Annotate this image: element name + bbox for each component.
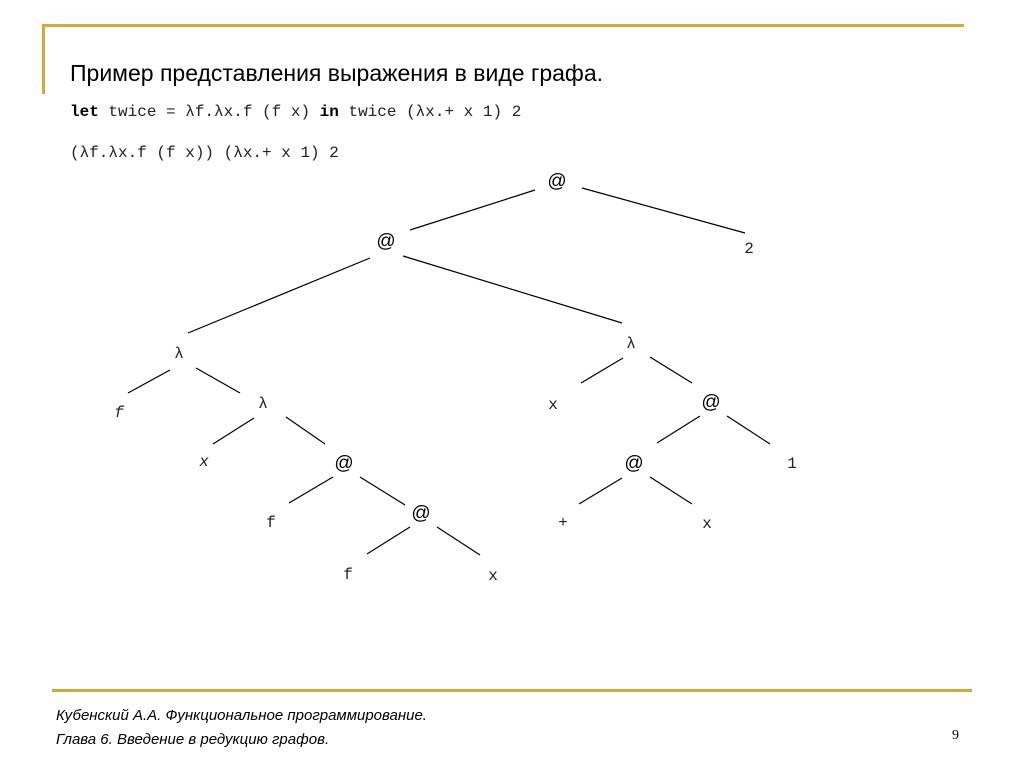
edge-lambdax-bodyapp: [286, 417, 325, 444]
node-right-var-x: x: [548, 396, 558, 414]
edge-lambdaf-lambdax: [196, 368, 240, 393]
edge-innerapp-f: [367, 527, 410, 554]
footer-author: Кубенский А.А. Функциональное программирование.: [56, 707, 427, 724]
footer-chapter: Глава 6. Введение в редукцию графов.: [56, 731, 330, 748]
edge-lambdaright-x: [581, 358, 623, 383]
node-lambda-x: λ: [258, 395, 268, 413]
page-number: 9: [952, 728, 959, 743]
edge-plusapp-plus: [579, 478, 622, 504]
node-arg-two: 2: [744, 240, 754, 258]
node-body-application: @: [334, 453, 354, 474]
edge-bodyapp-innerapp: [360, 477, 405, 505]
node-inner-application: @: [411, 503, 431, 524]
node-right-one: 1: [787, 455, 797, 473]
node-right-application: @: [701, 392, 721, 413]
edge-leftapp-lambdaf: [188, 258, 370, 333]
edge-rightapp-plusapp: [657, 416, 700, 443]
node-left-application: @: [376, 231, 396, 252]
edge-bodyapp-f: [289, 477, 333, 503]
keyword-in: in: [319, 103, 339, 121]
graph-nodes: [114, 171, 797, 585]
edge-lambdax-x: [213, 418, 254, 444]
footer-rule: [52, 689, 972, 692]
graph-edges: [128, 188, 770, 555]
slide-title: Пример представления выражения в виде графа.: [70, 60, 604, 86]
code-lambda-expression: (λf.λx.f (f x)) (λx.+ x 1) 2: [70, 144, 339, 162]
edge-root-leftapp: [410, 190, 535, 230]
keyword-let: let: [70, 103, 99, 121]
node-var-x: x: [199, 453, 209, 471]
node-plus-application: @: [624, 453, 644, 474]
node-inner-f: f: [343, 566, 353, 584]
edge-plusapp-x: [650, 477, 692, 504]
edge-rightapp-one: [727, 416, 770, 444]
edge-lambdaright-rightapp: [650, 357, 692, 383]
edge-innerapp-x: [437, 527, 480, 555]
edge-root-two: [582, 188, 745, 233]
node-lambda-f: λ: [174, 345, 184, 363]
edge-leftapp-lambdaright: [403, 256, 622, 323]
node-lambda-right: λ: [626, 335, 636, 353]
node-var-f: f: [114, 404, 124, 422]
node-plus: +: [558, 514, 568, 532]
node-inner-x: x: [488, 567, 498, 585]
node-plus-x: x: [702, 515, 712, 533]
node-body-f: f: [266, 514, 276, 532]
node-root-application: @: [547, 171, 567, 192]
code-in-body: twice (λx.+ x 1) 2: [338, 103, 522, 121]
edge-lambdaf-f: [128, 370, 170, 393]
code-let-body: twice = λf.λx.f (f x): [98, 103, 320, 121]
